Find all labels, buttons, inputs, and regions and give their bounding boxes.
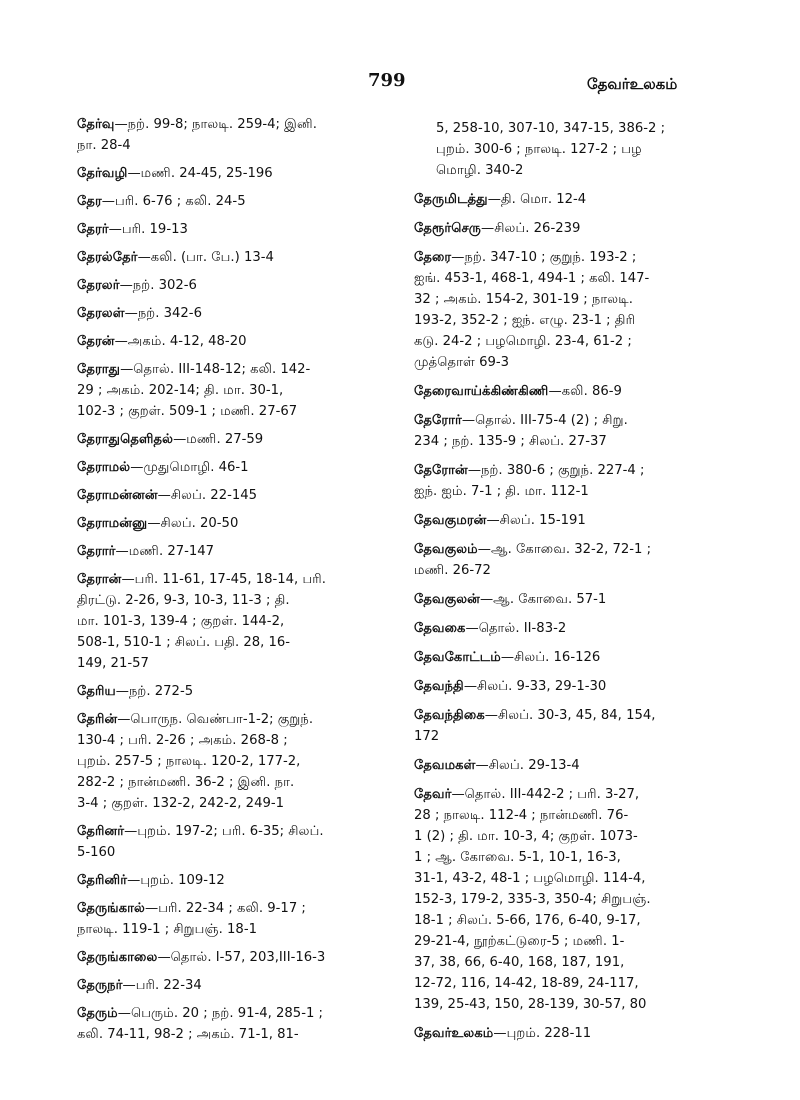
- reference-text: 29 ; அகம். 202-14; தி. மா. 30-1,: [77, 383, 284, 398]
- reference-text: —புறம். 109-12: [127, 873, 225, 888]
- index-entry: [77, 821, 382, 863]
- entry-line: [77, 191, 382, 212]
- reference-text: —பெரும். 20 ; நற். 91-4, 285-1 ;: [117, 1006, 323, 1021]
- index-entry: [414, 705, 746, 747]
- headword: தேவகுலம்: [414, 542, 478, 557]
- headword: தேராமல்: [77, 460, 131, 475]
- entry-line: [77, 975, 382, 996]
- index-entry: [77, 898, 382, 940]
- reference-text: புறம். 257-5 ; நாலடி. 120-2, 177-2,: [77, 754, 301, 769]
- headword: தேவர்: [414, 787, 452, 802]
- entry-line: [77, 709, 382, 730]
- reference-text: —மணி. 24-45, 25-196: [127, 166, 273, 181]
- reference-text: —கலி. 86-9: [548, 384, 622, 399]
- reference-text: நாலடி. 119-1 ; சிறுபஞ். 18-1: [77, 922, 257, 937]
- entry-line: [436, 160, 746, 181]
- entry-line: [414, 381, 746, 402]
- entry-line: [77, 870, 382, 891]
- reference-text: —சிலப். 9-33, 29-1-30: [463, 679, 607, 694]
- entry-line: [77, 821, 382, 842]
- reference-text: 12-72, 116, 14-42, 18-89, 24-117,: [414, 976, 639, 991]
- entry-line: [77, 380, 382, 401]
- reference-text: முத்தொள் 69-3: [414, 355, 509, 370]
- index-entry: [414, 189, 746, 210]
- headword: தேரார்: [77, 544, 116, 559]
- index-entry: [414, 247, 746, 373]
- index-entry: [77, 219, 382, 240]
- entry-line: [77, 569, 382, 590]
- reference-text: நா. 28-4: [77, 138, 131, 153]
- reference-text: 5-160: [77, 845, 116, 860]
- index-entry: [414, 539, 746, 581]
- entry-line: [414, 410, 746, 431]
- reference-text: —பொருந. வெண்பா-1-2; குறுந்.: [117, 712, 314, 727]
- headword: தேவந்திகை: [414, 708, 485, 723]
- index-entry: [414, 1023, 746, 1044]
- entry-line: [414, 676, 746, 697]
- headword: தேர்வழி: [77, 166, 128, 181]
- entry-line: [77, 611, 382, 632]
- reference-text: —பரி. 11-61, 17-45, 18-14, பரி.: [121, 572, 326, 587]
- reference-text: —சிலப். 22-145: [157, 488, 258, 503]
- entry-line: [414, 510, 746, 531]
- reference-text: —நற். 272-5: [115, 684, 194, 699]
- headword: தேருநர்: [77, 978, 123, 993]
- headword: தேரோன்: [414, 463, 468, 478]
- headword: தேருங்காலை: [77, 950, 158, 965]
- entry-line: [436, 139, 746, 160]
- index-entry: [414, 118, 746, 181]
- headword: தேராமன்னு: [77, 516, 148, 531]
- entry-line: [77, 590, 382, 611]
- entry-line: [414, 805, 746, 826]
- index-entry: [414, 381, 746, 402]
- reference-text: —புறம். 228-11: [493, 1026, 592, 1041]
- reference-text: —மணி. 27-147: [115, 544, 215, 559]
- headword: தேரர்: [77, 222, 109, 237]
- reference-text: 5, 258-10, 307-10, 347-15, 386-2 ;: [436, 121, 666, 136]
- entry-line: [77, 1003, 382, 1024]
- headword: தேவந்தி: [414, 679, 464, 694]
- entry-line: [414, 460, 746, 481]
- reference-text: மா. 101-3, 139-4 ; குறள். 144-2,: [77, 614, 285, 629]
- index-entry: [77, 870, 382, 891]
- headword: தேரை: [414, 250, 452, 265]
- reference-text: 172: [414, 729, 440, 744]
- reference-text: கலி. 74-11, 98-2 ; அகம். 71-1, 81-: [77, 1027, 299, 1042]
- reference-text: 28 ; நாலடி. 112-4 ; நான்மணி. 76-: [414, 808, 629, 823]
- entry-line: [414, 331, 746, 352]
- entry-line: [77, 513, 382, 534]
- entry-line: [414, 868, 746, 889]
- entry-line: [77, 163, 382, 184]
- reference-text: —தி. மொ. 12-4: [487, 192, 587, 207]
- reference-text: —பரி. 19-13: [108, 222, 188, 237]
- entry-line: [77, 919, 382, 940]
- headword: தேருமிடத்து: [414, 192, 488, 207]
- right-column: [414, 118, 746, 1052]
- reference-text: திரட்டு. 2-26, 9-3, 10-3, 11-3 ; தி.: [77, 593, 290, 608]
- reference-text: ஐந். ஐம். 7-1 ; தி. மா. 112-1: [414, 484, 589, 499]
- entry-line: [77, 1024, 382, 1045]
- reference-text: —நற். 99-8; நாலடி. 259-4; இனி.: [114, 117, 317, 132]
- headword: தேரான்: [77, 572, 122, 587]
- reference-text: ஐங். 453-1, 468-1, 494-1 ; கலி. 147-: [414, 271, 650, 286]
- entry-line: [77, 541, 382, 562]
- entry-line: [77, 772, 382, 793]
- headword: தேரலர்: [77, 278, 120, 293]
- entry-line: [414, 847, 746, 868]
- reference-text: —சிலப். 15-191: [486, 513, 586, 528]
- entry-line: [414, 784, 746, 805]
- headword: தேராதுதெளிதல்: [77, 432, 174, 447]
- entry-line: [77, 247, 382, 268]
- entry-line: [414, 1023, 746, 1044]
- reference-text: 193-2, 352-2 ; ஐந். எழு. 23-1 ; திரி: [414, 313, 636, 328]
- entry-line: [77, 457, 382, 478]
- reference-text: 152-3, 179-2, 335-3, 350-4; சிறுபஞ்.: [414, 892, 651, 907]
- running-head: தேவர்உலகம்: [587, 75, 678, 93]
- entry-line: [414, 826, 746, 847]
- reference-text: —கலி. (பா. பே.) 13-4: [137, 250, 274, 265]
- index-entry: [77, 709, 382, 814]
- index-entry: [77, 303, 382, 324]
- reference-text: 29-21-4, நூற்கட்டுரை-5 ; மணி. 1-: [414, 934, 625, 949]
- left-column: [77, 114, 382, 1052]
- entry-line: [414, 755, 746, 776]
- headword: தேவகோட்டம்: [414, 650, 501, 665]
- entry-line: [77, 842, 382, 863]
- reference-text: 3-4 ; குறள். 132-2, 242-2, 249-1: [77, 796, 284, 811]
- reference-text: 234 ; நற். 135-9 ; சிலப். 27-37: [414, 434, 607, 449]
- entry-line: [77, 219, 382, 240]
- reference-text: —முதுமொழி. 46-1: [130, 460, 249, 475]
- reference-text: —மணி. 27-59: [173, 432, 264, 447]
- headword: தேவர்உலகம்: [414, 1026, 494, 1041]
- entry-line: [414, 560, 746, 581]
- headword: தேராது: [77, 362, 121, 377]
- headword: தேரின்: [77, 712, 118, 727]
- entry-line: [414, 647, 746, 668]
- entry-line: [414, 481, 746, 502]
- headword: தேரும்: [77, 1006, 118, 1021]
- reference-text: —தொல். II-83-2: [465, 621, 567, 636]
- index-entry: [77, 513, 382, 534]
- headword: தேருங்கால்: [77, 901, 145, 916]
- entry-line: [436, 118, 746, 139]
- entry-line: [414, 268, 746, 289]
- index-entry: [77, 275, 382, 296]
- entry-line: [77, 331, 382, 352]
- reference-text: —சிலப். 30-3, 45, 84, 154,: [484, 708, 656, 723]
- reference-text: —தொல். III-75-4 (2) ; சிறு.: [461, 413, 628, 428]
- reference-text: 1 ; ஆ. கோவை. 5-1, 10-1, 16-3,: [414, 850, 621, 865]
- entry-line: [414, 310, 746, 331]
- entry-line: [77, 632, 382, 653]
- index-entry: [77, 947, 382, 968]
- headword: தேரைவாய்க்கிண்கிணி: [414, 384, 549, 399]
- reference-text: —தொல். III-148-12; கலி. 142-: [120, 362, 311, 377]
- reference-text: 32 ; அகம். 154-2, 301-19 ; நாலடி.: [414, 292, 633, 307]
- index-entry: [77, 359, 382, 422]
- index-entry: [414, 784, 746, 1015]
- entry-line: [414, 539, 746, 560]
- index-entry: [414, 618, 746, 639]
- reference-text: —புறம். 197-2; பரி. 6-35; சிலப்.: [124, 824, 324, 839]
- entry-line: [414, 952, 746, 973]
- entry-line: [77, 681, 382, 702]
- reference-text: —பரி. 22-34: [122, 978, 202, 993]
- reference-text: கடு. 24-2 ; பழமொழி. 23-4, 61-2 ;: [414, 334, 632, 349]
- entry-line: [414, 705, 746, 726]
- entry-line: [414, 994, 746, 1015]
- entry-line: [77, 898, 382, 919]
- reference-text: —ஆ. கோவை. 32-2, 72-1 ;: [477, 542, 652, 557]
- reference-text: 18-1 ; சிலப். 5-66, 176, 6-40, 9-17,: [414, 913, 641, 928]
- index-entry: [414, 510, 746, 531]
- index-entry: [77, 331, 382, 352]
- index-entry: [77, 247, 382, 268]
- headword: தேரூர்செரு: [414, 221, 481, 236]
- index-entry: [414, 218, 746, 239]
- entry-line: [414, 889, 746, 910]
- headword: தேவகுமரன்: [414, 513, 487, 528]
- page-number: 799: [368, 70, 406, 91]
- entry-line: [77, 359, 382, 380]
- reference-text: —நற். 302-6: [119, 278, 197, 293]
- index-entry: [414, 755, 746, 776]
- reference-text: —ஆ. கோவை. 57-1: [479, 592, 607, 607]
- reference-text: மொழி. 340-2: [436, 163, 524, 178]
- reference-text: 1 (2) ; தி. மா. 10-3, 4; குறள். 1073-: [414, 829, 638, 844]
- reference-text: 282-2 ; நான்மணி. 36-2 ; இனி. நா.: [77, 775, 295, 790]
- reference-text: 149, 21-57: [77, 656, 149, 671]
- index-entry: [77, 163, 382, 184]
- reference-text: —நற். 380-6 ; குறுந். 227-4 ;: [467, 463, 645, 478]
- entry-line: [414, 352, 746, 373]
- headword: தேவமகள்: [414, 758, 476, 773]
- headword: தேர்வு: [77, 117, 115, 132]
- entry-line: [77, 401, 382, 422]
- headword: தேவகை: [414, 621, 466, 636]
- index-entry: [414, 460, 746, 502]
- entry-line: [77, 793, 382, 814]
- entry-line: [77, 485, 382, 506]
- entry-line: [414, 189, 746, 210]
- entry-line: [77, 947, 382, 968]
- entry-line: [414, 726, 746, 747]
- entry-line: [77, 114, 382, 135]
- reference-text: 102-3 ; குறள். 509-1 ; மணி. 27-67: [77, 404, 298, 419]
- reference-text: மணி. 26-72: [414, 563, 491, 578]
- headword: தேர: [77, 194, 102, 209]
- entry-line: [414, 589, 746, 610]
- entry-line: [414, 289, 746, 310]
- entry-line: [77, 303, 382, 324]
- entry-line: [414, 618, 746, 639]
- index-entry: [414, 647, 746, 668]
- index-entry: [77, 429, 382, 450]
- entry-line: [77, 135, 382, 156]
- reference-text: —அகம். 4-12, 48-20: [114, 334, 247, 349]
- index-entry: [77, 681, 382, 702]
- index-entry: [77, 541, 382, 562]
- reference-text: —தொல். III-442-2 ; பரி. 3-27,: [451, 787, 640, 802]
- entry-line: [414, 431, 746, 452]
- headword: தேவகுலன்: [414, 592, 480, 607]
- reference-text: —பரி. 22-34 ; கலி. 9-17 ;: [145, 901, 306, 916]
- index-entry: [414, 676, 746, 697]
- entry-line: [414, 931, 746, 952]
- headword: தேரன்: [77, 334, 115, 349]
- reference-text: 139, 25-43, 150, 28-139, 30-57, 80: [414, 997, 647, 1012]
- reference-text: —சிலப். 29-13-4: [475, 758, 580, 773]
- reference-text: 508-1, 510-1 ; சிலப். பதி. 28, 16-: [77, 635, 291, 650]
- index-entry: [77, 191, 382, 212]
- headword: தேரல்தேர்: [77, 250, 138, 265]
- entry-line: [77, 751, 382, 772]
- reference-text: —நற். 347-10 ; குறுந். 193-2 ;: [451, 250, 637, 265]
- entry-line: [414, 218, 746, 239]
- reference-text: 31-1, 43-2, 48-1 ; பழமொழி. 114-4,: [414, 871, 646, 886]
- headword: தேராமன்னன்: [77, 488, 158, 503]
- reference-text: —நற். 342-6: [124, 306, 202, 321]
- index-entry: [414, 589, 746, 610]
- index-entry: [77, 1003, 382, 1045]
- reference-text: —பரி. 6-76 ; கலி. 24-5: [101, 194, 246, 209]
- headword: தேரினிர்: [77, 873, 128, 888]
- index-entry: [77, 457, 382, 478]
- index-entry: [77, 485, 382, 506]
- entry-line: [414, 247, 746, 268]
- reference-text: 37, 38, 66, 6-40, 168, 187, 191,: [414, 955, 625, 970]
- headword: தேரிய: [77, 684, 116, 699]
- index-entry: [77, 975, 382, 996]
- index-entry: [414, 410, 746, 452]
- entry-line: [77, 730, 382, 751]
- reference-text: —தொல். I-57, 203,III-16-3: [157, 950, 326, 965]
- entry-line: [414, 973, 746, 994]
- reference-text: 130-4 ; பரி. 2-26 ; அகம். 268-8 ;: [77, 733, 288, 748]
- index-entry: [77, 569, 382, 674]
- reference-text: —சிலப். 20-50: [147, 516, 239, 531]
- headword: தேரோர்: [414, 413, 462, 428]
- index-entry: [77, 114, 382, 156]
- reference-text: புறம். 300-6 ; நாலடி. 127-2 ; பழ: [436, 142, 642, 157]
- entry-line: [414, 910, 746, 931]
- headword: தேரினர்: [77, 824, 125, 839]
- reference-text: —சிலப். 26-239: [481, 221, 581, 236]
- entry-line: [77, 653, 382, 674]
- reference-text: —சிலப். 16-126: [500, 650, 601, 665]
- entry-line: [77, 429, 382, 450]
- headword: தேரலள்: [77, 306, 125, 321]
- entry-line: [77, 275, 382, 296]
